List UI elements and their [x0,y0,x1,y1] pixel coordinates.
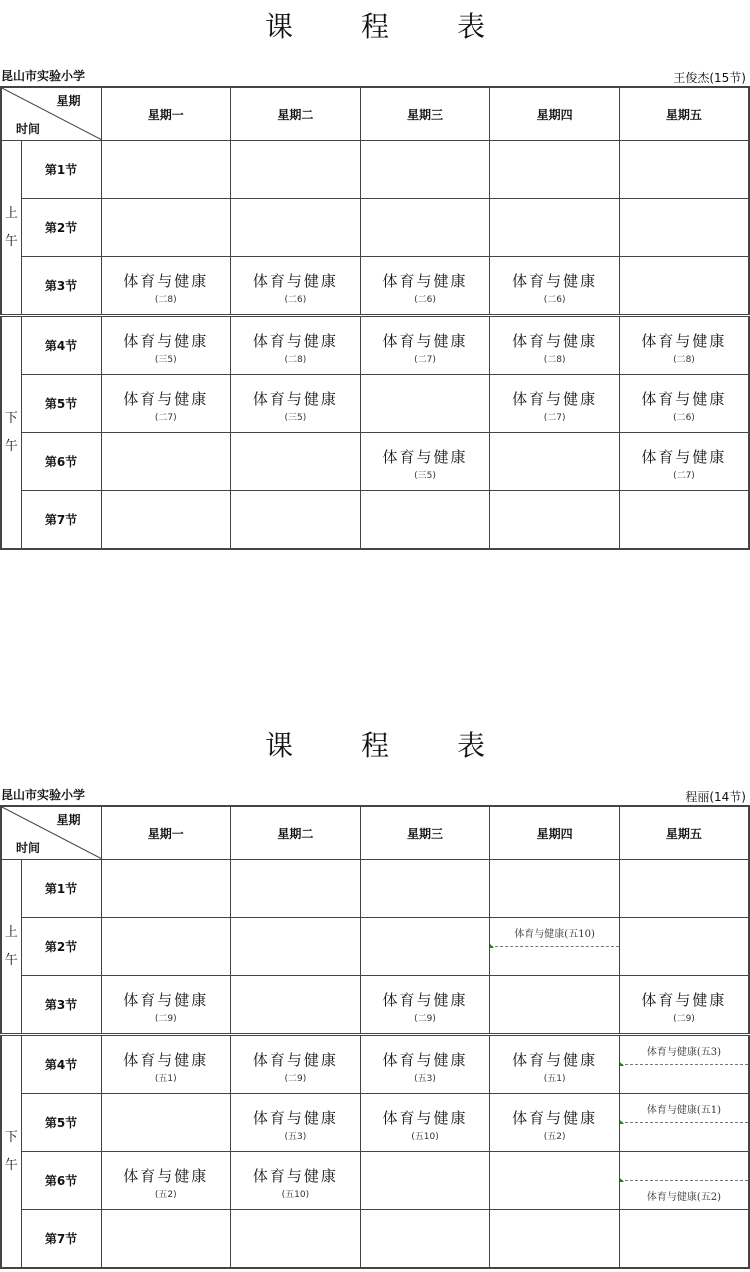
half-day-char: 上 [4,924,18,940]
schedule-cell [231,199,361,257]
schedule-cell [231,1035,361,1094]
schedule-cell [360,199,490,257]
schedule-cell [619,199,749,257]
schedule-cell [231,141,361,199]
schedule-cell [101,316,231,375]
title-char: 表 [456,729,485,762]
schedule-cell [360,860,490,918]
day-header: 星期五 [619,87,749,141]
schedule-cell [490,976,620,1035]
schedule-cell [490,1035,620,1094]
schedule-cell [360,141,490,199]
schedule-cell [490,860,620,918]
corner-header [1,87,101,141]
schedule-cell [619,1152,749,1210]
corner-label-time: 时间 [16,122,41,136]
schedule-cell [490,1094,620,1152]
class-code: (三5) [154,355,177,365]
title-char: 表 [456,10,485,43]
course-name: 体育与健康 [641,390,727,408]
schedule-cell [360,491,490,550]
class-code: (二7) [543,413,566,423]
period-label: 第3节 [21,257,101,316]
period-label: 第7节 [21,491,101,550]
course-name: 体育与健康 [123,272,209,290]
half-day-char: 下 [4,1129,18,1145]
course-entry-small: 体育与健康(五10) [514,929,595,940]
class-code: (二8) [673,355,695,365]
schedule-cell [101,1210,231,1269]
class-code: (二6) [543,295,566,305]
schedule-cell [101,141,231,199]
schedule-cell [231,316,361,375]
class-code: (二6) [414,295,436,305]
course-name: 体育与健康 [641,448,727,466]
title-char: 程 [360,10,389,43]
class-code: (二9) [414,1014,436,1024]
schedule-cell [231,860,361,918]
schedule-cell [231,976,361,1035]
course-name: 体育与健康 [123,991,209,1009]
class-code: (二6) [673,413,695,423]
period-label: 第4节 [21,1035,101,1094]
title-char: 程 [360,729,389,762]
course-name: 体育与健康 [252,1109,338,1127]
course-name: 体育与健康 [123,1167,209,1185]
header-row [1,87,749,141]
afternoon-label [1,316,21,550]
schedule-cell [360,1210,490,1269]
period-row [1,141,749,199]
schedule-cell [490,1210,620,1269]
schedule-cell [619,491,749,550]
schedule-cell [101,918,231,976]
course-entry-small: 体育与健康(五1) [646,1105,722,1116]
schedule-cell [619,257,749,316]
course-name: 体育与健康 [382,448,468,466]
period-label: 第3节 [21,976,101,1035]
corner-label-time: 时间 [16,841,41,855]
class-code: (二9) [673,1014,695,1024]
schedule-cell [619,1035,749,1094]
course-name: 体育与健康 [641,991,727,1009]
school-name: 昆山市实验小学 [1,69,86,83]
day-header: 星期三 [360,806,490,860]
course-name: 体育与健康 [512,390,598,408]
morning-label [1,141,21,316]
schedule-cell [490,491,620,550]
course-name: 体育与健康 [252,1051,338,1069]
period-row [1,316,749,375]
schedule-cell [231,1210,361,1269]
timetable [0,805,750,1269]
half-day-char: 午 [4,952,18,968]
schedule-cell [231,491,361,550]
course-name: 体育与健康 [382,991,468,1009]
course-name: 体育与健康 [252,272,338,290]
schedule-cell [490,433,620,491]
morning-label [1,860,21,1035]
schedule-cell [360,1094,490,1152]
schedule-cell [231,375,361,433]
schedule-cell [101,860,231,918]
period-label: 第1节 [21,860,101,918]
class-code: (二9) [154,1014,177,1024]
period-row [1,257,749,316]
course-name: 体育与健康 [252,332,338,350]
schedule-cell [101,1035,231,1094]
class-code: (二8) [284,355,307,365]
schedule-cell [360,257,490,316]
schedule-cell [231,433,361,491]
course-name: 体育与健康 [252,1167,338,1185]
period-row [1,918,749,976]
course-name: 体育与健康 [512,1109,598,1127]
class-code: (三5) [284,413,307,423]
half-day-char: 午 [4,1157,18,1173]
period-label: 第6节 [21,433,101,491]
half-day-char: 午 [4,438,18,454]
schedule-cell [619,433,749,491]
class-code: (五3) [284,1132,307,1142]
half-day-char: 午 [4,233,18,249]
schedule-title [0,0,750,50]
timetable [0,86,750,550]
schedule-cell [619,860,749,918]
period-label: 第7节 [21,1210,101,1269]
schedule-cell [231,257,361,316]
period-row [1,860,749,918]
schedule-cell [101,491,231,550]
course-name: 体育与健康 [382,1109,468,1127]
day-header: 星期四 [490,87,620,141]
period-row [1,976,749,1035]
day-header: 星期二 [231,87,361,141]
schedule-cell [360,1035,490,1094]
class-code: (二8) [154,295,177,305]
schedule-cell [101,433,231,491]
class-code: (二6) [284,295,307,305]
afternoon-label [1,1035,21,1269]
corner-label-day: 星期 [56,94,81,108]
header-row [1,806,749,860]
schedule-cell [490,375,620,433]
day-header: 星期一 [101,87,231,141]
schedule-cell [619,1094,749,1152]
half-day-char: 上 [4,205,18,221]
class-code: (五2) [154,1190,177,1200]
class-code: (二7) [154,413,177,423]
period-row [1,1094,749,1152]
course-entry-small: 体育与健康(五3) [646,1047,722,1058]
half-day-char: 下 [4,410,18,426]
course-name: 体育与健康 [382,1051,468,1069]
schedule-cell [101,976,231,1035]
school-name: 昆山市实验小学 [1,788,86,802]
schedule-cell [231,918,361,976]
schedule-cell [360,433,490,491]
period-label: 第5节 [21,375,101,433]
schedule-cell [360,976,490,1035]
schedule-cell [101,1094,231,1152]
corner-header [1,806,101,860]
split-cell-divider [620,1152,748,1181]
period-row [1,1035,749,1094]
schedule-cell [619,141,749,199]
course-name: 体育与健康 [641,332,727,350]
day-header: 星期五 [619,806,749,860]
period-row [1,375,749,433]
schedule-cell [490,199,620,257]
class-code: (五1) [543,1074,566,1084]
class-code: (五1) [154,1074,177,1084]
schedule-cell [619,1210,749,1269]
day-header: 星期四 [490,806,620,860]
comment-marker [490,944,494,948]
period-label: 第4节 [21,316,101,375]
period-row [1,433,749,491]
period-row [1,491,749,550]
course-name: 体育与健康 [382,332,468,350]
schedule-cell [360,1152,490,1210]
comment-marker [620,1120,624,1124]
class-code: (五2) [543,1132,566,1142]
schedule-cell [619,375,749,433]
class-code: (三5) [414,471,436,481]
course-name: 体育与健康 [123,332,209,350]
class-code: (二9) [284,1074,307,1084]
title-char: 课 [264,10,293,43]
period-label: 第1节 [21,141,101,199]
period-row [1,1210,749,1269]
title-char: 课 [264,729,293,762]
schedule-cell [360,375,490,433]
schedule-cell [619,976,749,1035]
course-name: 体育与健康 [512,1051,598,1069]
class-code: (五10) [411,1132,439,1142]
course-name: 体育与健康 [512,332,598,350]
schedule-cell [101,375,231,433]
period-label: 第2节 [21,918,101,976]
class-code: (二7) [414,355,436,365]
schedule-cell [619,316,749,375]
schedule-title [0,719,750,769]
period-row [1,1152,749,1210]
period-label: 第5节 [21,1094,101,1152]
course-name: 体育与健康 [123,390,209,408]
schedule-cell [231,1094,361,1152]
schedule-cell [101,257,231,316]
class-code: (五10) [281,1190,310,1200]
schedule-cell [490,257,620,316]
class-code: (二8) [543,355,566,365]
comment-marker [620,1062,624,1066]
day-header: 星期三 [360,87,490,141]
class-code: (二7) [673,471,695,481]
teacher-name: 程丽(14节) [685,790,746,804]
course-entry-small: 体育与健康(五2) [646,1192,722,1203]
schedule-cell [101,199,231,257]
class-code: (五3) [414,1074,436,1084]
course-name: 体育与健康 [382,272,468,290]
period-label: 第2节 [21,199,101,257]
schedule-cell [490,1152,620,1210]
schedule-cell [101,1152,231,1210]
course-name: 体育与健康 [123,1051,209,1069]
schedule-cell [360,918,490,976]
period-row [1,199,749,257]
schedule-cell [360,316,490,375]
comment-marker [620,1178,624,1182]
day-header: 星期一 [101,806,231,860]
teacher-name: 王俊杰(15节) [673,71,746,85]
schedule-cell [490,141,620,199]
period-label: 第6节 [21,1152,101,1210]
corner-label-day: 星期 [56,813,81,827]
course-name: 体育与健康 [252,390,338,408]
schedule-cell [490,918,620,976]
course-name: 体育与健康 [512,272,598,290]
day-header: 星期二 [231,806,361,860]
schedule-cell [490,316,620,375]
schedule-cell [619,918,749,976]
schedule-cell [231,1152,361,1210]
